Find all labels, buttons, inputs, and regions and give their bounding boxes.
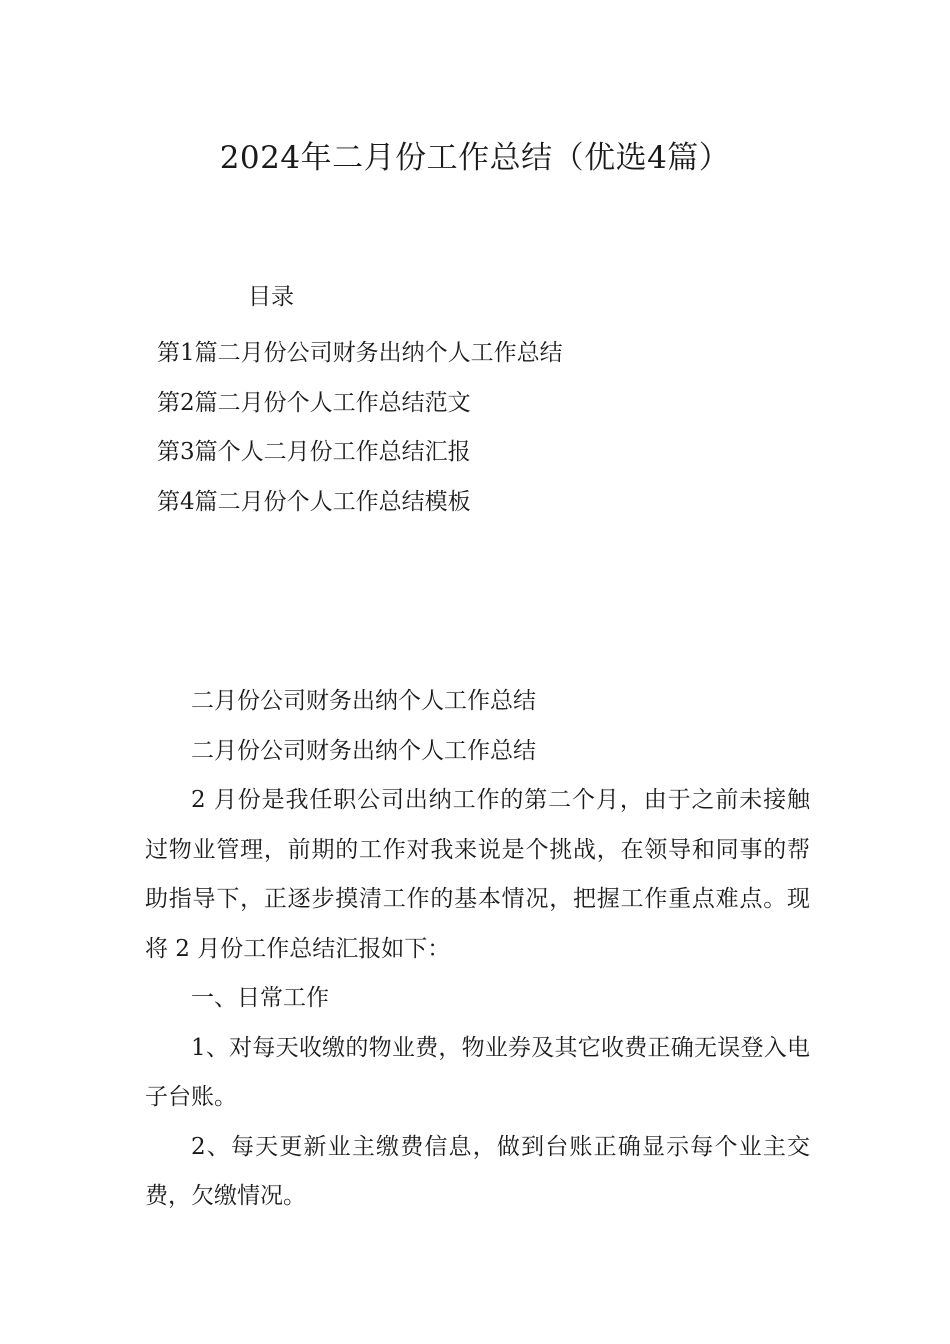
toc-list — [157, 329, 563, 527]
document-title: 2024年二月份工作总结（优选4篇） — [219, 140, 731, 176]
toc-heading: 目录 — [248, 284, 294, 310]
section-subtitle: 二月份公司财务出纳个人工作总结 — [191, 737, 536, 764]
toc-item: 第1篇二月份公司财务出纳个人工作总结 — [157, 340, 563, 366]
body-paragraph: 1、对每天收缴的物业费，物业券及其它收费正确无误登入电子台账。 — [145, 1034, 810, 1110]
body-paragraph: 2 月份是我任职公司出纳工作的第二个月，由于之前未接触过物业管理，前期的工作对我来说是个挑战，在领导和同事的帮助指导下，正逐步摸清工作的基本情况，把握工作重点难点。现将 2 月份工作总结汇报如下： — [145, 787, 810, 962]
section-heading: 一、日常工作 — [191, 985, 329, 1011]
section-title: 二月份公司财务出纳个人工作总结 — [191, 688, 536, 714]
toc-item: 第2篇二月份个人工作总结范文 — [157, 389, 471, 416]
document-body — [145, 677, 810, 1222]
toc-item: 第4篇二月份个人工作总结模板 — [157, 488, 471, 515]
toc-item: 第3篇个人二月份工作总结汇报 — [157, 439, 471, 465]
body-paragraph: 2、每天更新业主缴费信息，做到台账正确显示每个业主交费，欠缴情况。 — [145, 1133, 810, 1209]
